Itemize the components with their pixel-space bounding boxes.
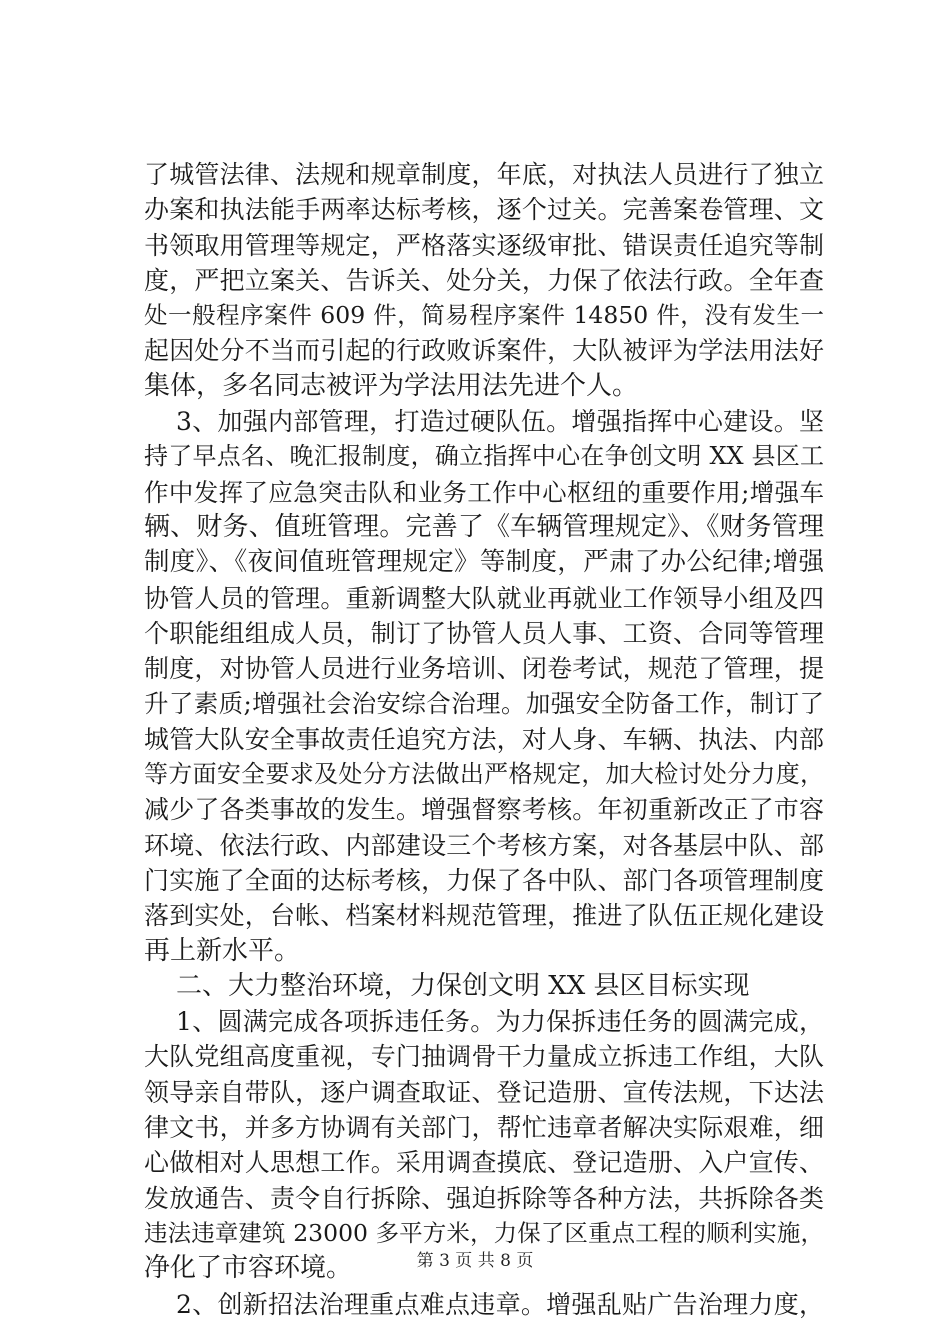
text-line: 协管人员的管理。重新调整大队就业再就业工作领导小组及四	[144, 583, 824, 613]
text-line: 起因处分不当而引起的行政败诉案件，大队被评为学法用法好	[144, 336, 824, 366]
text-line: 处一般程序案件 609 件，简易程序案件 14850 件，没有发生一	[144, 301, 824, 330]
text-line: 再上新水平。	[144, 935, 301, 966]
text-line: 办案和执法能手两率达标考核，逐个过关。完善案卷管理、文	[144, 195, 824, 225]
text-line: 度，严把立案关、告诉关、处分关，力保了依法行政。全年查	[144, 265, 824, 295]
text-line: 制度，对协管人员进行业务培训、闭卷考试，规范了管理，提	[144, 654, 824, 684]
text-line: 心做相对人思想工作。采用调查摸底、登记造册、入户宣传、	[144, 1148, 824, 1178]
text-line: 发放通告、责令自行拆除、强迫拆除等各种方法，共拆除各类	[144, 1183, 824, 1213]
text-line: 了城管法律、法规和规章制度，年底，对执法人员进行了独立	[144, 160, 824, 189]
page-footer	[0, 1246, 950, 1271]
text-line: 3、加强内部管理，打造过硬队伍。增强指挥中心建设。坚	[176, 407, 824, 437]
text-line: 制度》、《夜间值班管理规定》等制度，严肃了办公纪律;增强	[144, 547, 824, 578]
text-line: 等方面安全要求及处分方法做出严格规定，加大检讨处分力度，	[144, 760, 824, 789]
text-line: 1、圆满完成各项拆违任务。为力保拆违任务的圆满完成，	[176, 1007, 824, 1037]
text-line: 领导亲自带队，逐户调查取证、登记造册、宣传法规，下达法	[144, 1077, 824, 1107]
text-line: 辆、财务、值班管理。完善了《车辆管理规定》、《财务管理	[144, 511, 824, 542]
text-line: 持了早点名、晚汇报制度，确立指挥中心在争创文明 XX 县区工	[144, 442, 824, 471]
text-line: 违法违章建筑 23000 多平方米，力保了区重点工程的顺利实施，	[144, 1218, 824, 1247]
text-line: 落到实处，台帐、档案材料规范管理，推进了队伍正规化建设	[144, 901, 824, 931]
text-line: 环境、依法行政、内部建设三个考核方案，对各基层中队、部	[144, 830, 824, 860]
text-line: 书领取用管理等规定，严格落实逐级审批、错误责任追究等制	[144, 230, 824, 260]
page-number-label: 第 3 页 共 8 页	[416, 1251, 534, 1271]
text-line: 净化了市容环境。	[144, 1253, 353, 1284]
document-body	[144, 157, 824, 1322]
text-line: 2、创新招法治理重点难点违章。增强乱贴广告治理力度，	[176, 1289, 824, 1319]
text-line: 城管大队安全事故责任追究方法，对人身、车辆、执法、内部	[144, 724, 824, 754]
text-line: 门实施了全面的达标考核，力保了各中队、部门各项管理制度	[144, 865, 824, 895]
text-line: 集体，多名同志被评为学法用法先进个人。	[144, 370, 639, 401]
text-line: 减少了各类事故的发生。增强督察考核。年初重新改正了市容	[144, 795, 824, 825]
text-line: 律文书，并多方协调有关部门，帮忙违章者解决实际艰难，细	[144, 1113, 824, 1143]
text-line: 大队党组高度重视，专门抽调骨干力量成立拆违工作组，大队	[144, 1042, 824, 1072]
text-line: 二、大力整治环境，力保创文明 XX 县区目标实现	[176, 970, 750, 1001]
text-line: 作中发挥了应急突击队和业务工作中心枢纽的重要作用;增强车	[144, 477, 824, 507]
text-line: 升了素质;增强社会治安综合治理。加强安全防备工作，制订了	[144, 689, 824, 719]
text-line: 个职能组组成人员，制订了协管人员人事、工资、合同等管理	[144, 618, 824, 648]
